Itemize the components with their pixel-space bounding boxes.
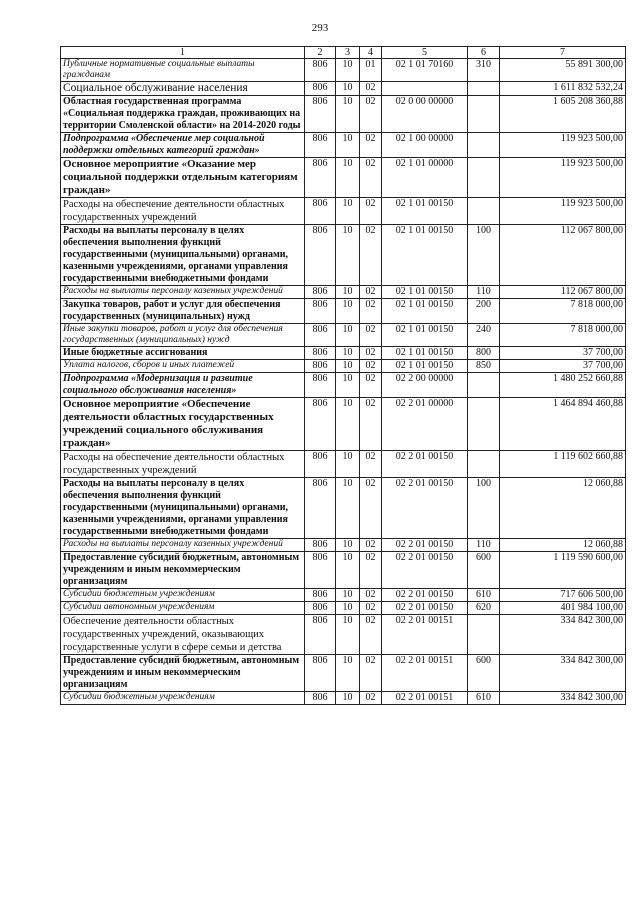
section-code: 10 bbox=[336, 655, 360, 692]
section-code: 10 bbox=[336, 602, 360, 615]
expense-type-code: 610 bbox=[468, 589, 500, 602]
ved-code: 806 bbox=[305, 82, 336, 96]
ved-code: 806 bbox=[305, 398, 336, 451]
expense-type-code: 600 bbox=[468, 552, 500, 589]
ved-code: 806 bbox=[305, 360, 336, 373]
target-article-code: 02 2 00 00000 bbox=[382, 373, 468, 398]
section-code: 10 bbox=[336, 451, 360, 478]
target-article-code: 02 0 00 00000 bbox=[382, 96, 468, 133]
expense-type-code bbox=[468, 158, 500, 198]
expense-type-code bbox=[468, 615, 500, 655]
target-article-code: 02 1 01 00150 bbox=[382, 299, 468, 324]
table-row bbox=[61, 552, 626, 589]
table-row bbox=[61, 96, 626, 133]
ved-code: 806 bbox=[305, 158, 336, 198]
amount: 334 842 300,00 bbox=[500, 692, 626, 705]
expense-type-code: 800 bbox=[468, 347, 500, 360]
target-article-code: 02 2 01 00000 bbox=[382, 398, 468, 451]
subsection-code: 02 bbox=[360, 602, 382, 615]
section-code: 10 bbox=[336, 478, 360, 539]
table-row bbox=[61, 59, 626, 82]
subsection-code: 02 bbox=[360, 82, 382, 96]
table-row bbox=[61, 324, 626, 347]
table-row bbox=[61, 225, 626, 286]
target-article-code: 02 2 01 00151 bbox=[382, 692, 468, 705]
subsection-code: 02 bbox=[360, 299, 382, 324]
ved-code: 806 bbox=[305, 478, 336, 539]
subsection-code: 02 bbox=[360, 324, 382, 347]
row-name: Закупка товаров, работ и услуг для обеспечения государственных (муниципальных) нужд bbox=[61, 299, 305, 324]
subsection-code: 02 bbox=[360, 692, 382, 705]
amount: 7 818 000,00 bbox=[500, 299, 626, 324]
row-name: Основное мероприятие «Оказание мер социальной поддержки отдельным категориям граждан» bbox=[61, 158, 305, 198]
subsection-code: 02 bbox=[360, 96, 382, 133]
row-name: Подпрограмма «Обеспечение мер социальной поддержки отдельных категорий граждан» bbox=[61, 133, 305, 158]
ved-code: 806 bbox=[305, 552, 336, 589]
target-article-code: 02 2 01 00150 bbox=[382, 451, 468, 478]
page-number: 293 bbox=[311, 22, 329, 34]
header-row bbox=[61, 47, 626, 59]
ved-code: 806 bbox=[305, 225, 336, 286]
header-cell-7: 7 bbox=[500, 47, 626, 59]
subsection-code: 02 bbox=[360, 655, 382, 692]
section-code: 10 bbox=[336, 158, 360, 198]
subsection-code: 02 bbox=[360, 589, 382, 602]
table-row bbox=[61, 451, 626, 478]
target-article-code: 02 2 01 00150 bbox=[382, 602, 468, 615]
row-name: Расходы на выплаты персоналу в целях обеспечения выполнения функций государственными (муниципальными) органами, казенными учреждениями, органами управления государственными внебюджетными фондами bbox=[61, 478, 305, 539]
target-article-code: 02 2 01 00151 bbox=[382, 615, 468, 655]
amount: 7 818 000,00 bbox=[500, 324, 626, 347]
header-cell-5: 5 bbox=[382, 47, 468, 59]
row-name: Подпрограмма «Модернизация и развитие социального обслуживания населения» bbox=[61, 373, 305, 398]
ved-code: 806 bbox=[305, 198, 336, 225]
section-code: 10 bbox=[336, 398, 360, 451]
subsection-code: 02 bbox=[360, 198, 382, 225]
row-name: Уплата налогов, сборов и иных платежей bbox=[61, 360, 305, 373]
section-code: 10 bbox=[336, 59, 360, 82]
target-article-code: 02 1 01 00150 bbox=[382, 360, 468, 373]
table-row bbox=[61, 347, 626, 360]
amount: 55 891 300,00 bbox=[500, 59, 626, 82]
ved-code: 806 bbox=[305, 451, 336, 478]
expense-type-code: 850 bbox=[468, 360, 500, 373]
section-code: 10 bbox=[336, 539, 360, 552]
header-cell-6: 6 bbox=[468, 47, 500, 59]
row-name: Основное мероприятие «Обеспечение деятельности областных государственных учреждений социального обслуживания граждан» bbox=[61, 398, 305, 451]
amount: 1 480 252 660,88 bbox=[500, 373, 626, 398]
row-name: Областная государственная программа «Социальная поддержка граждан, проживающих на территории Смоленской области» на 2014-2020 годы bbox=[61, 96, 305, 133]
ved-code: 806 bbox=[305, 96, 336, 133]
section-code: 10 bbox=[336, 96, 360, 133]
subsection-code: 02 bbox=[360, 133, 382, 158]
table-row bbox=[61, 478, 626, 539]
expense-type-code bbox=[468, 96, 500, 133]
table-row bbox=[61, 398, 626, 451]
table-row bbox=[61, 286, 626, 299]
target-article-code: 02 1 01 00150 bbox=[382, 347, 468, 360]
table-row bbox=[61, 692, 626, 705]
target-article-code: 02 1 00 00000 bbox=[382, 133, 468, 158]
section-code: 10 bbox=[336, 198, 360, 225]
subsection-code: 02 bbox=[360, 158, 382, 198]
target-article-code: 02 1 01 00150 bbox=[382, 225, 468, 286]
amount: 112 067 800,00 bbox=[500, 225, 626, 286]
table-row bbox=[61, 539, 626, 552]
amount: 37 700,00 bbox=[500, 347, 626, 360]
expense-type-code bbox=[468, 451, 500, 478]
section-code: 10 bbox=[336, 589, 360, 602]
table-row bbox=[61, 198, 626, 225]
expense-type-code bbox=[468, 373, 500, 398]
target-article-code: 02 2 01 00150 bbox=[382, 589, 468, 602]
expense-type-code: 610 bbox=[468, 692, 500, 705]
expense-type-code: 310 bbox=[468, 59, 500, 82]
amount: 1 611 832 532,24 bbox=[500, 82, 626, 96]
expense-type-code: 240 bbox=[468, 324, 500, 347]
section-code: 10 bbox=[336, 299, 360, 324]
amount: 112 067 800,00 bbox=[500, 286, 626, 299]
ved-code: 806 bbox=[305, 59, 336, 82]
amount: 12 060,88 bbox=[500, 539, 626, 552]
amount: 1 464 894 460,88 bbox=[500, 398, 626, 451]
ved-code: 806 bbox=[305, 692, 336, 705]
header-cell-1: 1 bbox=[61, 47, 305, 59]
section-code: 10 bbox=[336, 324, 360, 347]
subsection-code: 02 bbox=[360, 347, 382, 360]
section-code: 10 bbox=[336, 692, 360, 705]
expense-type-code: 110 bbox=[468, 286, 500, 299]
subsection-code: 01 bbox=[360, 59, 382, 82]
ved-code: 806 bbox=[305, 347, 336, 360]
amount: 119 923 500,00 bbox=[500, 133, 626, 158]
target-article-code bbox=[382, 82, 468, 96]
row-name: Публичные нормативные социальные выплаты гражданам bbox=[61, 59, 305, 82]
table-row bbox=[61, 360, 626, 373]
header-cell-3: 3 bbox=[336, 47, 360, 59]
amount: 37 700,00 bbox=[500, 360, 626, 373]
amount: 334 842 300,00 bbox=[500, 655, 626, 692]
row-name: Субсидии бюджетным учреждениям bbox=[61, 692, 305, 705]
ved-code: 806 bbox=[305, 602, 336, 615]
section-code: 10 bbox=[336, 552, 360, 589]
table-row bbox=[61, 299, 626, 324]
expense-type-code: 100 bbox=[468, 225, 500, 286]
table-row bbox=[61, 82, 626, 96]
section-code: 10 bbox=[336, 133, 360, 158]
target-article-code: 02 1 01 00150 bbox=[382, 324, 468, 347]
table-row bbox=[61, 133, 626, 158]
target-article-code: 02 2 01 00151 bbox=[382, 655, 468, 692]
budget-table bbox=[60, 46, 626, 705]
ved-code: 806 bbox=[305, 373, 336, 398]
amount: 717 606 500,00 bbox=[500, 589, 626, 602]
row-name: Предоставление субсидий бюджетным, автономным учреждениям и иным некоммерческим организациям bbox=[61, 552, 305, 589]
ved-code: 806 bbox=[305, 589, 336, 602]
row-name: Расходы на обеспечение деятельности областных государственных учреждений bbox=[61, 451, 305, 478]
row-name: Предоставление субсидий бюджетным, автономным учреждениям и иным некоммерческим организациям bbox=[61, 655, 305, 692]
expense-type-code bbox=[468, 82, 500, 96]
subsection-code: 02 bbox=[360, 451, 382, 478]
ved-code: 806 bbox=[305, 615, 336, 655]
amount: 1 605 208 360,88 bbox=[500, 96, 626, 133]
expense-type-code: 110 bbox=[468, 539, 500, 552]
target-article-code: 02 1 01 70160 bbox=[382, 59, 468, 82]
row-name: Расходы на выплаты персоналу казенных учреждений bbox=[61, 539, 305, 552]
subsection-code: 02 bbox=[360, 478, 382, 539]
table-row bbox=[61, 615, 626, 655]
table-row bbox=[61, 158, 626, 198]
section-code: 10 bbox=[336, 615, 360, 655]
expense-type-code: 600 bbox=[468, 655, 500, 692]
table-row bbox=[61, 373, 626, 398]
row-name: Расходы на обеспечение деятельности областных государственных учреждений bbox=[61, 198, 305, 225]
expense-type-code: 100 bbox=[468, 478, 500, 539]
target-article-code: 02 1 01 00000 bbox=[382, 158, 468, 198]
table-row bbox=[61, 655, 626, 692]
expense-type-code bbox=[468, 133, 500, 158]
section-code: 10 bbox=[336, 373, 360, 398]
amount: 12 060,88 bbox=[500, 478, 626, 539]
ved-code: 806 bbox=[305, 539, 336, 552]
row-name: Социальное обслуживание населения bbox=[61, 82, 305, 96]
amount: 119 923 500,00 bbox=[500, 198, 626, 225]
subsection-code: 02 bbox=[360, 286, 382, 299]
subsection-code: 02 bbox=[360, 552, 382, 589]
expense-type-code: 200 bbox=[468, 299, 500, 324]
subsection-code: 02 bbox=[360, 360, 382, 373]
table-row bbox=[61, 602, 626, 615]
expense-type-code bbox=[468, 398, 500, 451]
amount: 119 923 500,00 bbox=[500, 158, 626, 198]
header-cell-4: 4 bbox=[360, 47, 382, 59]
row-name: Иные бюджетные ассигнования bbox=[61, 347, 305, 360]
section-code: 10 bbox=[336, 286, 360, 299]
table-body bbox=[61, 59, 626, 705]
subsection-code: 02 bbox=[360, 615, 382, 655]
target-article-code: 02 2 01 00150 bbox=[382, 552, 468, 589]
row-name: Иные закупки товаров, работ и услуг для обеспечения государственных (муниципальных) нужд bbox=[61, 324, 305, 347]
ved-code: 806 bbox=[305, 299, 336, 324]
row-name: Расходы на выплаты персоналу в целях обеспечения выполнения функций государственными (муниципальными) органами, казенными учреждениями, органами управления государственными внебюджетными фондами bbox=[61, 225, 305, 286]
target-article-code: 02 1 01 00150 bbox=[382, 198, 468, 225]
row-name: Обеспечение деятельности областных государственных учреждений, оказывающих государственные услуги в сфере семьи и детства bbox=[61, 615, 305, 655]
section-code: 10 bbox=[336, 82, 360, 96]
amount: 1 119 602 660,88 bbox=[500, 451, 626, 478]
target-article-code: 02 2 01 00150 bbox=[382, 539, 468, 552]
subsection-code: 02 bbox=[360, 373, 382, 398]
amount: 334 842 300,00 bbox=[500, 615, 626, 655]
row-name: Субсидии бюджетным учреждениям bbox=[61, 589, 305, 602]
header-cell-2: 2 bbox=[305, 47, 336, 59]
target-article-code: 02 1 01 00150 bbox=[382, 286, 468, 299]
ved-code: 806 bbox=[305, 324, 336, 347]
ved-code: 806 bbox=[305, 133, 336, 158]
section-code: 10 bbox=[336, 347, 360, 360]
amount: 1 119 590 600,00 bbox=[500, 552, 626, 589]
target-article-code: 02 2 01 00150 bbox=[382, 478, 468, 539]
ved-code: 806 bbox=[305, 286, 336, 299]
section-code: 10 bbox=[336, 225, 360, 286]
row-name: Расходы на выплаты персоналу казенных учреждений bbox=[61, 286, 305, 299]
expense-type-code: 620 bbox=[468, 602, 500, 615]
section-code: 10 bbox=[336, 360, 360, 373]
subsection-code: 02 bbox=[360, 225, 382, 286]
subsection-code: 02 bbox=[360, 539, 382, 552]
row-name: Субсидии автономным учреждениям bbox=[61, 602, 305, 615]
table-row bbox=[61, 589, 626, 602]
subsection-code: 02 bbox=[360, 398, 382, 451]
expense-type-code bbox=[468, 198, 500, 225]
amount: 401 984 100,00 bbox=[500, 602, 626, 615]
ved-code: 806 bbox=[305, 655, 336, 692]
